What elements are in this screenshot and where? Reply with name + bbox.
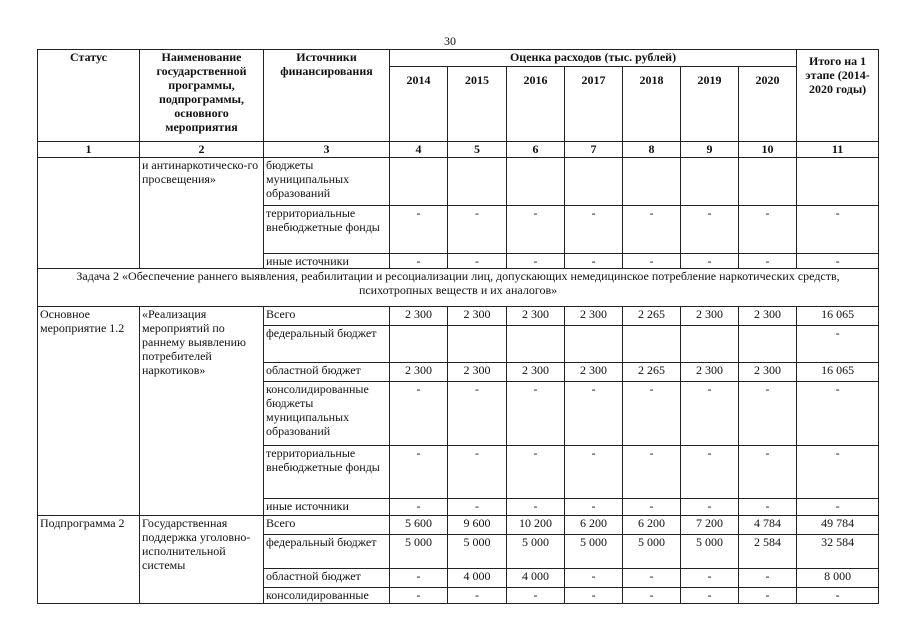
row-value: - [448,382,507,446]
row-source: Всего [264,516,390,535]
row-source: консолидированные бюджеты муниципальных образований [264,382,390,446]
row-source: федеральный бюджет [264,535,390,569]
row-status [38,158,140,269]
row-value: 2 300 [390,307,448,326]
row-value: 9 600 [448,516,507,535]
row-status: Основное мероприятие 1.2 [38,307,140,516]
row-total: - [797,446,879,499]
row-value: 5 000 [390,535,448,569]
row-value: - [448,588,507,604]
row-source: консолидированные [264,588,390,604]
row-value: 5 000 [565,535,623,569]
row-source: бюджеты муниципальных образований [264,158,390,206]
row-value: - [507,254,565,269]
row-source: иные источники [264,499,390,516]
row-value: - [507,499,565,516]
row-total: 32 584 [797,535,879,569]
row-value: - [739,588,797,604]
row-value [623,326,681,363]
year-header: 2019 [681,67,739,142]
row-value: - [565,206,623,254]
column-number: 10 [739,142,797,158]
row-source: территориальные внебюджетные фонды [264,446,390,499]
year-header: 2016 [507,67,565,142]
row-value: 2 265 [623,307,681,326]
row-total: 49 784 [797,516,879,535]
row-value: - [623,446,681,499]
task-2-heading: Задача 2 «Обеспечение раннего выявления, реабилитации и ресоциализации лиц, допускающих немедицинское потребление наркотических средств, психотропных веществ и их аналогов» [38,269,879,307]
row-value: 2 300 [739,363,797,382]
row-value: 4 000 [507,569,565,588]
row-value: - [565,254,623,269]
row-source: Всего [264,307,390,326]
row-value: 2 265 [623,363,681,382]
row-value: - [390,499,448,516]
row-value: - [623,499,681,516]
table-row [38,307,879,326]
row-value: - [739,254,797,269]
year-header: 2014 [390,67,448,142]
row-value [390,326,448,363]
row-total: 16 065 [797,307,879,326]
row-name: «Реализация мероприятий по раннему выявлению потребителей наркотиков» [140,307,264,516]
row-total: 8 000 [797,569,879,588]
row-value: 2 300 [681,307,739,326]
row-value [681,326,739,363]
row-value: - [739,206,797,254]
row-source: областной бюджет [264,569,390,588]
row-name: Государственная поддержка уголовно-исполнительной системы [140,516,264,604]
row-status: Подпрограмма 2 [38,516,140,604]
row-value [448,158,507,206]
row-value: 6 200 [623,516,681,535]
row-value: - [739,382,797,446]
header-name: Наименование государственной программы, подпрограммы, основного мероприятия [140,50,264,142]
row-value: - [507,588,565,604]
row-value [739,326,797,363]
row-source: иные источники [264,254,390,269]
row-value: - [448,499,507,516]
row-value: - [565,382,623,446]
row-value: 2 300 [507,307,565,326]
row-value: - [623,569,681,588]
row-value: 5 000 [681,535,739,569]
row-value: 2 300 [565,307,623,326]
row-value [739,158,797,206]
row-value: - [390,206,448,254]
row-value: - [448,206,507,254]
column-number: 8 [623,142,681,158]
row-value: - [681,588,739,604]
column-number: 4 [390,142,448,158]
row-value: 4 784 [739,516,797,535]
column-number: 2 [140,142,264,158]
row-value: - [739,499,797,516]
row-value: - [623,206,681,254]
row-name: и антинаркотическо-го просвещения» [140,158,264,269]
row-source: федеральный бюджет [264,326,390,363]
row-value [390,158,448,206]
row-value: 2 300 [390,363,448,382]
row-value: - [623,382,681,446]
header-status: Статус [38,50,140,142]
row-value: - [739,446,797,499]
page-number: 30 [444,34,456,48]
column-number: 5 [448,142,507,158]
row-value: - [623,254,681,269]
table-row [38,158,879,206]
row-value: 2 300 [739,307,797,326]
row-total: - [797,206,879,254]
row-value: - [448,446,507,499]
row-value [565,158,623,206]
row-value: 7 200 [681,516,739,535]
row-value: 4 000 [448,569,507,588]
year-header: 2018 [623,67,681,142]
column-number: 11 [797,142,879,158]
year-header: 2020 [739,67,797,142]
column-number: 7 [565,142,623,158]
column-number: 6 [507,142,565,158]
row-value: 2 300 [448,307,507,326]
row-value: - [565,569,623,588]
row-total: - [797,254,879,269]
year-header: 2015 [448,67,507,142]
row-total [797,158,879,206]
column-number: 1 [38,142,140,158]
column-number: 3 [264,142,390,158]
row-value [507,326,565,363]
row-total: - [797,326,879,363]
row-value: 2 300 [507,363,565,382]
row-value: - [681,569,739,588]
row-total: - [797,382,879,446]
row-value: - [565,446,623,499]
row-value: 6 200 [565,516,623,535]
row-total: 16 065 [797,363,879,382]
row-value: - [390,569,448,588]
row-value: 2 300 [448,363,507,382]
budget-table [37,49,879,604]
row-value: - [681,382,739,446]
table-row [38,516,879,535]
row-value: 10 200 [507,516,565,535]
header-total: Итого на 1 этапе (2014-2020 годы) [797,50,879,142]
column-number: 9 [681,142,739,158]
row-value [565,326,623,363]
row-value: 2 300 [681,363,739,382]
row-value: - [390,588,448,604]
row-value [507,158,565,206]
header-sources: Источники финансирования [264,50,390,142]
row-source: территориальные внебюджетные фонды [264,206,390,254]
row-value: 5 000 [507,535,565,569]
row-value [681,158,739,206]
row-value: - [681,206,739,254]
row-value: - [507,382,565,446]
row-value: - [507,446,565,499]
row-total: - [797,499,879,516]
row-value: - [681,446,739,499]
row-value: 5 600 [390,516,448,535]
row-value: 2 300 [565,363,623,382]
row-value: - [390,254,448,269]
row-value: 5 000 [448,535,507,569]
header-estimate: Оценка расходов (тыс. рублей) [390,50,797,67]
row-value: - [739,569,797,588]
row-value: - [623,588,681,604]
row-value: - [390,382,448,446]
row-value: - [390,446,448,499]
row-value: - [565,499,623,516]
row-value [448,326,507,363]
row-value [623,158,681,206]
row-value: - [565,588,623,604]
row-value: - [681,499,739,516]
row-total: - [797,588,879,604]
row-source: областной бюджет [264,363,390,382]
row-value: - [507,206,565,254]
row-value: - [448,254,507,269]
row-value: 5 000 [623,535,681,569]
year-header: 2017 [565,67,623,142]
row-value: - [681,254,739,269]
row-value: 2 584 [739,535,797,569]
